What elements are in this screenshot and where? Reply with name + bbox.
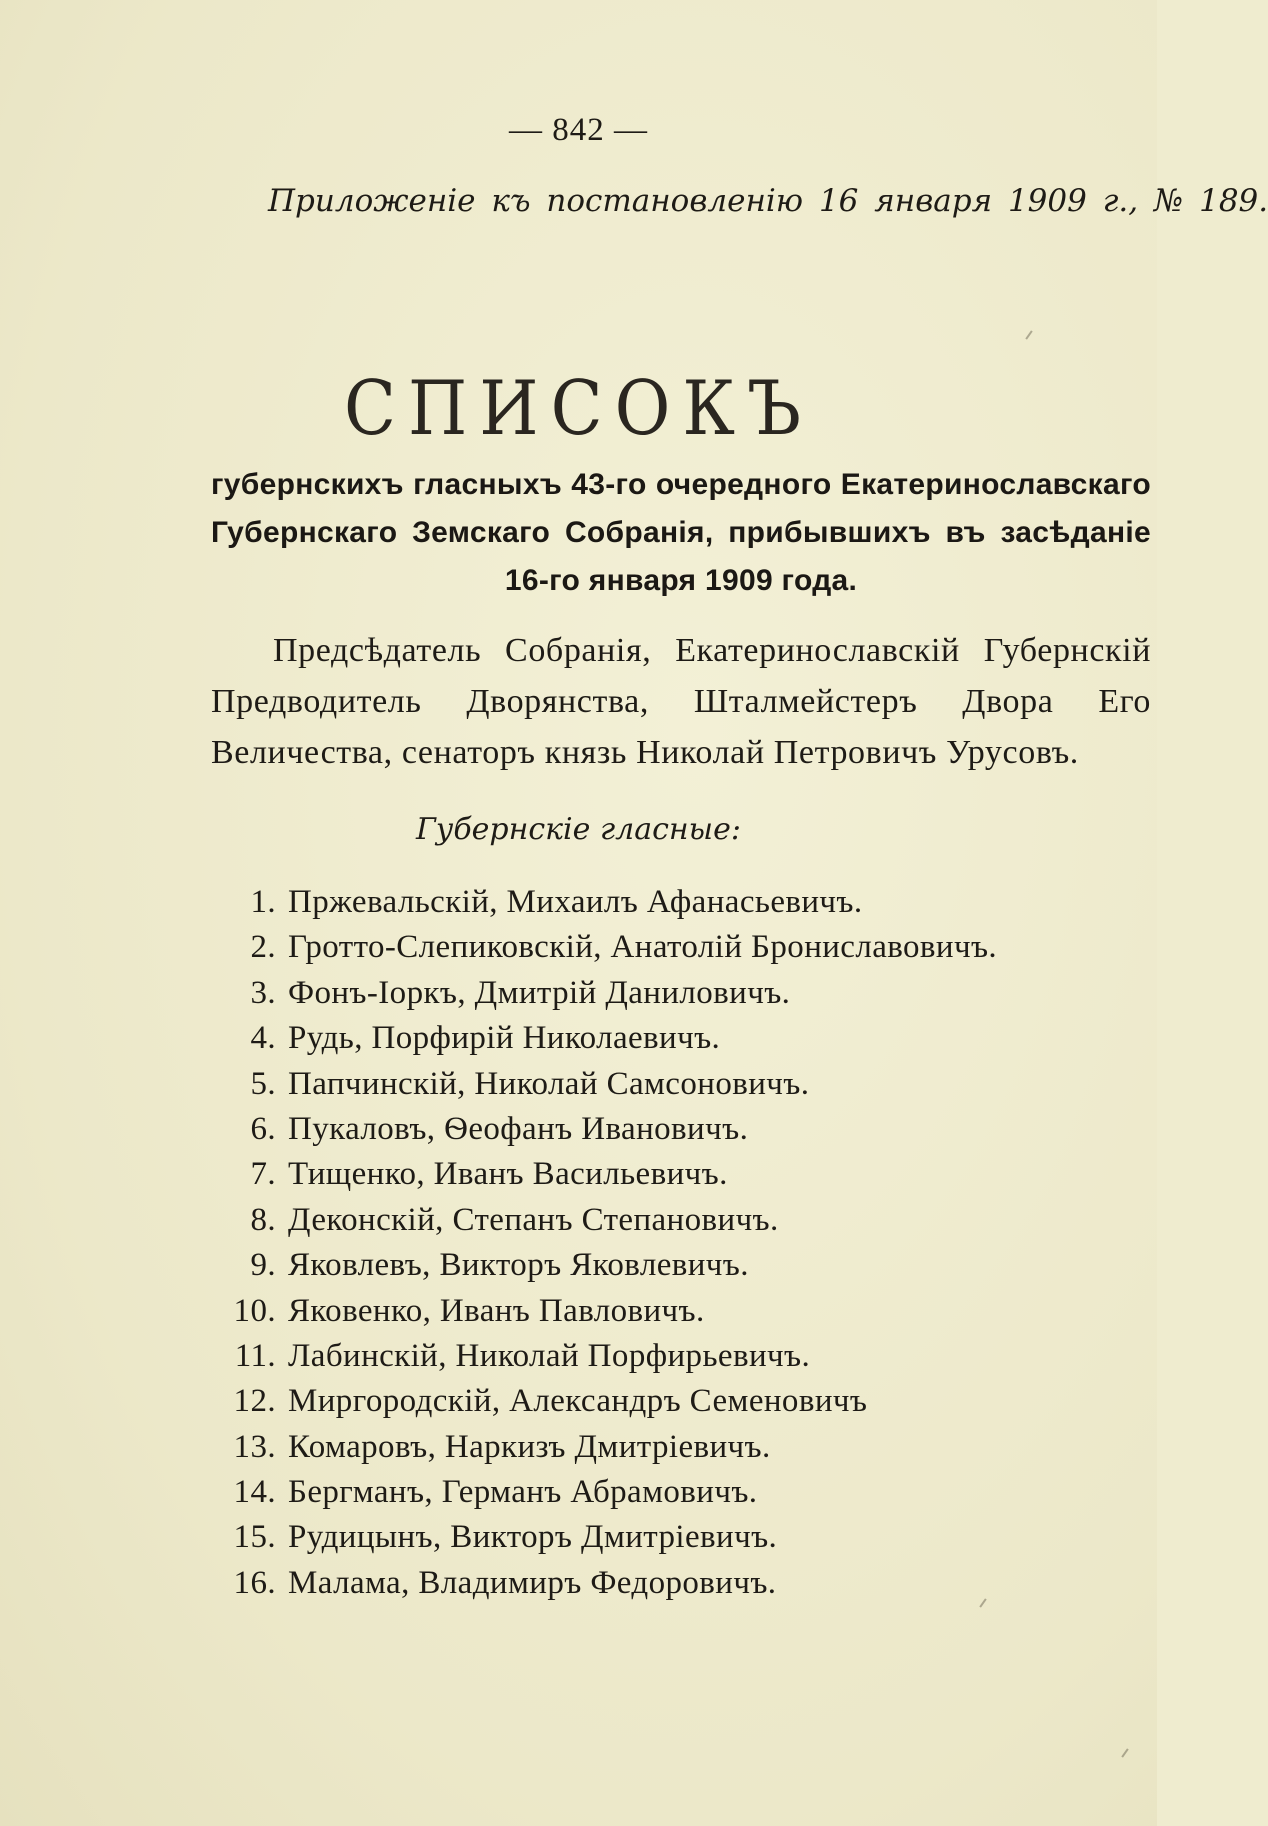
member-number: 5. [250,1065,276,1102]
chairman-paragraph: Предсѣдатель Собранія, Екатеринославскій Губернскій Предводитель Дворянства, Шталмейстеръ Двора Его Величества, сенаторъ князь Николай Петровичъ Урусовъ. [211,632,1151,771]
members-list [200,884,1100,1610]
member-number: 13. [233,1428,276,1465]
member-name: Фонъ-Іоркъ, Дмитрій Даниловичъ. [288,974,791,1011]
member-number: 11. [234,1337,276,1374]
page-number: — 842 — [509,112,648,148]
member-number: 14. [233,1474,276,1511]
member-name: Комаровъ, Наркизъ Дмитріевичъ. [288,1428,771,1465]
member-name: Пукаловъ, Ѳеофанъ Ивановичъ. [288,1110,749,1147]
member-row [200,1020,1100,1065]
member-name: Гротто-Слепиковскій, Анатолій Брониславовичъ. [288,929,998,966]
member-name: Яковенко, Иванъ Павловичъ. [288,1292,705,1329]
member-name: Бергманъ, Германъ Абрамовичъ. [288,1474,758,1511]
member-row [200,1338,1100,1383]
member-number: 7. [250,1156,276,1193]
member-row [200,884,1100,929]
member-row [200,1519,1100,1564]
member-name: Тищенко, Иванъ Васильевичъ. [288,1156,728,1193]
member-row [200,1383,1100,1428]
member-number: 16. [233,1564,276,1601]
paper-speck [1025,330,1032,339]
member-name: Малама, Владимиръ Федоровичъ. [288,1564,777,1601]
member-row [200,1247,1100,1292]
member-number: 10. [233,1292,276,1329]
paper-speck [1121,1748,1128,1757]
member-name: Рудицынъ, Викторъ Дмитріевичъ. [288,1519,778,1556]
member-name: Пржевальскій, Михаилъ Афанасьевичъ. [288,884,863,920]
member-name: Рудь, Порфирій Николаевичъ. [288,1020,721,1057]
member-row [200,1565,1100,1610]
member-row [200,1156,1100,1201]
section-heading: Губернскіе гласные: [416,812,741,847]
member-number: 2. [250,929,276,966]
member-name: Деконскій, Степанъ Степановичъ. [288,1201,779,1238]
member-row [200,1474,1100,1519]
member-number: 3. [250,974,276,1011]
member-row [200,975,1100,1020]
member-row [200,1111,1100,1156]
member-number: 8. [250,1201,276,1238]
member-name: Папчинскій, Николай Самсоновичъ. [288,1065,810,1102]
member-row [200,929,1100,974]
member-name: Лабинскій, Николай Порфирьевичъ. [288,1337,811,1374]
member-row [200,1429,1100,1474]
document-subtitle: губернскихъ гласныхъ 43-го очередного Екатеринославскаго Губернскаго Земскаго Собранія, прибывшихъ въ засѣданіе 16-го января 1909 года. [211,468,1151,597]
member-row [200,1066,1100,1111]
member-number: 12. [233,1383,276,1420]
member-name: Яковлевъ, Викторъ Яковлевичъ. [288,1247,749,1284]
member-number: 15. [233,1519,276,1556]
document-title: СПИСОКЪ [343,366,814,453]
member-number: 9. [250,1247,276,1284]
member-row [200,1293,1100,1338]
member-number: 4. [250,1020,276,1057]
member-number: 6. [250,1110,276,1147]
appendix-reference: Приложеніе къ постановленію 16 января 1909 г., № 189. [268,183,1268,219]
member-number: 1. [250,884,276,920]
member-row [200,1202,1100,1247]
member-name: Миргородскій, Александръ Семеновичъ [288,1383,868,1420]
